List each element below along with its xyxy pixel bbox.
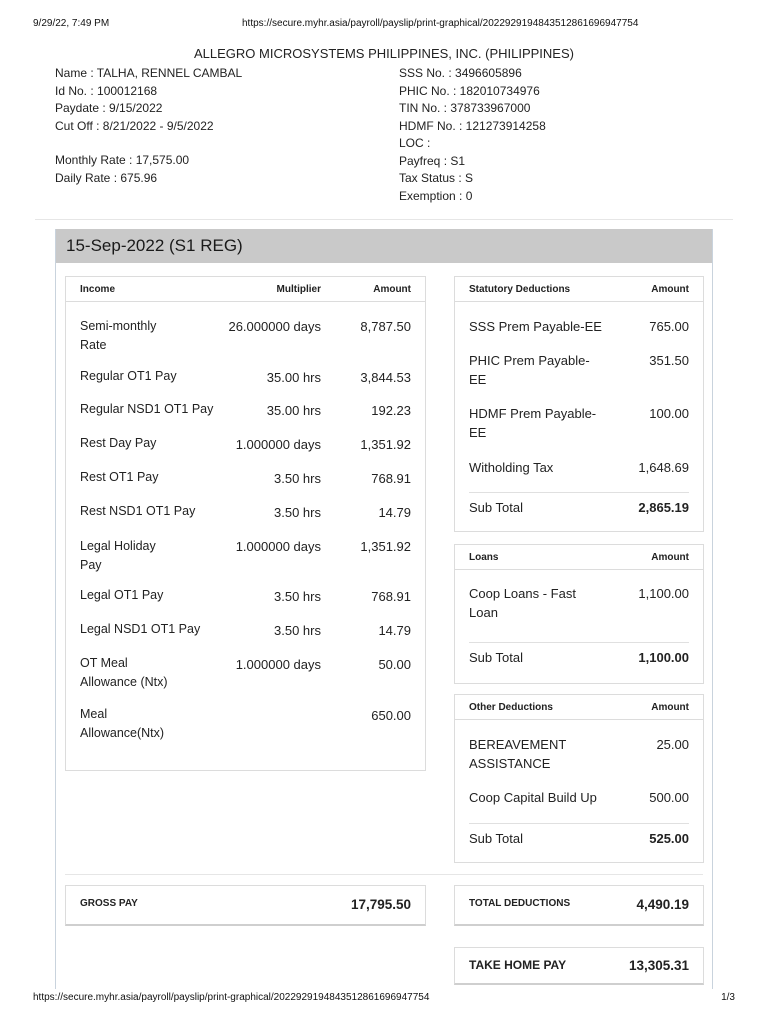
other-header-item: Other Deductions <box>469 702 553 713</box>
income-header-amount: Amount <box>373 284 411 295</box>
income-row-item: Regular OT1 Pay <box>80 369 177 383</box>
income-row-amount: 14.79 <box>378 623 411 638</box>
income-header-item: Income <box>80 284 116 295</box>
other-header-amount: Amount <box>651 702 689 713</box>
subtotal-divider <box>469 823 689 824</box>
statutory-row-amount: 1,648.69 <box>638 460 689 475</box>
page-number: 1/3 <box>721 992 735 1003</box>
loans-header-item: Loans <box>469 552 499 563</box>
other-deductions-header <box>455 695 703 720</box>
government-ids <box>399 65 546 205</box>
statutory-row-item: Witholding Tax <box>469 460 554 475</box>
income-row-multiplier: 1.000000 days <box>235 657 321 672</box>
loans-row-item: Coop Loans - Fast Loan <box>469 586 576 620</box>
income-row-multiplier: 35.00 hrs <box>266 403 321 418</box>
income-row-item: OT Meal Allowance (Ntx) <box>80 656 168 689</box>
company-name: ALLEGRO MICROSYSTEMS PHILIPPINES, INC. (PHILIPPINES) <box>194 46 574 61</box>
income-row-amount: 768.91 <box>371 589 411 604</box>
statutory-row-item: HDMF Prem Payable- EE <box>469 406 597 440</box>
income-row-item: Rest Day Pay <box>80 436 157 450</box>
income-row-amount: 8,787.50 <box>360 319 411 334</box>
employee-id: Id No. : 100012168 <box>55 83 158 98</box>
hdmf-number: HDMF No. : 121273914258 <box>399 118 546 133</box>
income-row-amount: 768.91 <box>371 471 411 486</box>
take-home-pay-label: TAKE HOME PAY <box>469 958 567 972</box>
other-row-item: BEREAVEMENT ASSISTANCE <box>469 737 567 771</box>
statutory-row-amount: 100.00 <box>649 406 689 421</box>
income-row-item: Semi-monthly Rate <box>80 319 157 352</box>
payslip-title: 15-Sep-2022 (S1 REG) <box>66 236 243 255</box>
income-header-multiplier: Multiplier <box>276 284 321 295</box>
income-row-item: Rest OT1 Pay <box>80 470 159 484</box>
take-home-pay-box <box>454 947 704 985</box>
statutory-row-item: PHIC Prem Payable- EE <box>469 353 590 387</box>
income-row-item: Legal Holiday Pay <box>80 539 156 572</box>
total-deductions-box <box>454 885 704 926</box>
loans-table <box>454 544 704 684</box>
print-url: https://secure.myhr.asia/payroll/payslip/print-graphical/2022929194843512861696947754 <box>242 18 639 29</box>
loans-subtotal-label: Sub Total <box>469 650 523 665</box>
statutory-subtotal: 2,865.19 <box>638 500 689 515</box>
income-row-item: Legal NSD1 OT1 Pay <box>80 622 201 636</box>
income-row-multiplier: 3.50 hrs <box>274 589 321 604</box>
income-row-amount: 3,844.53 <box>360 370 411 385</box>
income-row-multiplier: 3.50 hrs <box>274 505 321 520</box>
loans-header <box>455 545 703 570</box>
other-subtotal-label: Sub Total <box>469 831 523 846</box>
loc: LOC : <box>399 136 431 150</box>
payfreq: Payfreq : S1 <box>399 153 466 168</box>
statutory-header-item: Statutory Deductions <box>469 284 571 295</box>
daily-rate: Daily Rate : 675.96 <box>55 170 158 185</box>
gross-pay-value: 17,795.50 <box>350 897 411 912</box>
income-row-multiplier: 26.000000 days <box>228 319 321 334</box>
income-row-amount: 1,351.92 <box>360 539 411 554</box>
income-row-amount: 192.23 <box>371 403 411 418</box>
cutoff: Cut Off : 8/21/2022 - 9/5/2022 <box>55 118 214 133</box>
phic-number: PHIC No. : 182010734976 <box>399 83 540 98</box>
income-row-item: Legal OT1 Pay <box>80 588 164 602</box>
sss-number: SSS No. : 3496605896 <box>399 66 522 80</box>
income-row-amount: 14.79 <box>378 505 411 520</box>
exemption: Exemption : 0 <box>399 188 473 203</box>
total-deductions-value: 4,490.19 <box>636 897 689 912</box>
subtotal-divider <box>469 642 689 643</box>
statutory-subtotal-label: Sub Total <box>469 500 523 515</box>
income-table <box>65 276 426 771</box>
tax-status: Tax Status : S <box>399 171 474 185</box>
income-row-item: Regular NSD1 OT1 Pay <box>80 402 214 416</box>
subtotal-divider <box>469 492 689 493</box>
statutory-row-item: SSS Prem Payable-EE <box>469 319 602 334</box>
divider <box>65 874 703 875</box>
paydate: Paydate : 9/15/2022 <box>55 101 163 115</box>
statutory-header-amount: Amount <box>651 284 689 295</box>
employee-info <box>55 65 242 187</box>
other-deductions-table <box>454 694 704 863</box>
payslip-header-bar <box>56 229 712 263</box>
other-row-amount: 25.00 <box>656 737 689 752</box>
statutory-row-amount: 351.50 <box>649 353 689 368</box>
gross-pay-box <box>65 885 426 926</box>
income-table-header <box>66 277 425 302</box>
income-row-item: Meal Allowance(Ntx) <box>80 707 165 740</box>
income-row-multiplier: 35.00 hrs <box>266 370 321 385</box>
statutory-header <box>455 277 703 302</box>
print-header <box>33 18 735 32</box>
loans-row-amount: 1,100.00 <box>638 586 689 601</box>
statutory-row-amount: 765.00 <box>649 319 689 334</box>
income-row-multiplier: 3.50 hrs <box>274 471 321 486</box>
total-deductions-label: TOTAL DEDUCTIONS <box>469 898 571 909</box>
divider <box>35 219 733 220</box>
print-datetime: 9/29/22, 7:49 PM <box>33 18 110 29</box>
employee-name: Name : TALHA, RENNEL CAMBAL <box>55 66 243 80</box>
tin-number: TIN No. : 378733967000 <box>399 101 531 115</box>
other-row-item: Coop Capital Build Up <box>469 790 597 805</box>
income-row-amount: 1,351.92 <box>360 437 411 452</box>
income-row-item: Rest NSD1 OT1 Pay <box>80 504 196 518</box>
print-footer <box>33 992 735 1006</box>
print-footer-url: https://secure.myhr.asia/payroll/payslip/print-graphical/2022929194843512861696947754 <box>33 992 430 1003</box>
gross-pay-label: GROSS PAY <box>80 898 138 909</box>
income-row-multiplier: 1.000000 days <box>235 437 321 452</box>
monthly-rate: Monthly Rate : 17,575.00 <box>55 153 190 167</box>
income-row-amount: 650.00 <box>371 708 411 723</box>
other-subtotal: 525.00 <box>649 831 689 846</box>
income-row-multiplier: 1.000000 days <box>235 539 321 554</box>
loans-header-amount: Amount <box>651 552 689 563</box>
statutory-deductions-table <box>454 276 704 532</box>
loans-subtotal: 1,100.00 <box>638 650 689 665</box>
income-row-amount: 50.00 <box>378 657 411 672</box>
take-home-pay-value: 13,305.31 <box>628 958 689 973</box>
other-row-amount: 500.00 <box>649 790 689 805</box>
income-row-multiplier: 3.50 hrs <box>274 623 321 638</box>
